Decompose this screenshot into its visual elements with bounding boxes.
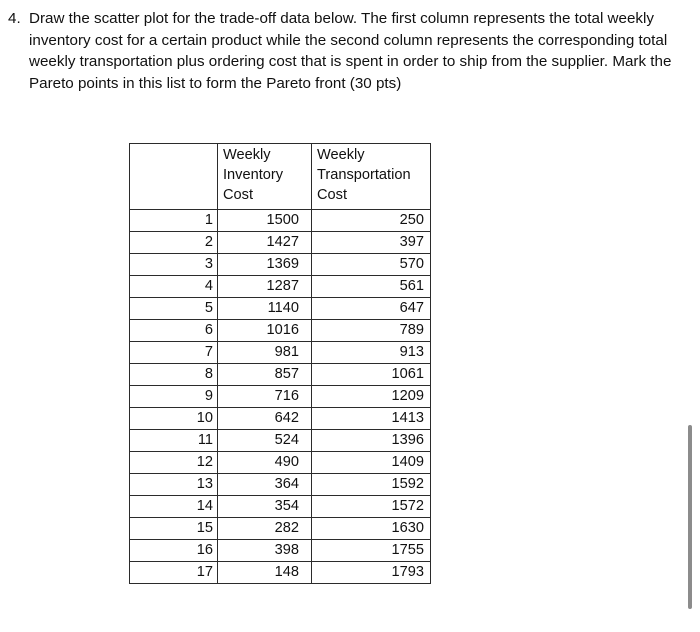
inventory-cost-cell: 857 <box>218 364 312 386</box>
question-text: Draw the scatter plot for the trade-off data below. The first column represents the total weekly inventory cost for a certain product while the second column represents the corresponding total weekly transportation plus ordering cost that is spent in order to ship from the supplier. Mark the Pareto points in this list to form the Pareto front (30 pts) <box>29 10 672 92</box>
inventory-cost-cell: 1500 <box>218 210 312 232</box>
row-index-cell: 9 <box>130 386 218 408</box>
row-index-cell: 8 <box>130 364 218 386</box>
transportation-cost-cell: 1755 <box>312 540 431 562</box>
table-row <box>130 386 431 408</box>
question-block <box>8 8 694 94</box>
transportation-cost-cell: 397 <box>312 232 431 254</box>
row-index-cell: 16 <box>130 540 218 562</box>
inventory-cost-cell: 1369 <box>218 254 312 276</box>
table-row <box>130 342 431 364</box>
row-index-cell: 17 <box>130 562 218 584</box>
inventory-cost-cell: 716 <box>218 386 312 408</box>
vertical-scrollbar[interactable] <box>688 425 692 609</box>
cost-data-table <box>129 143 431 584</box>
table-row <box>130 232 431 254</box>
table-row <box>130 430 431 452</box>
row-index-cell: 4 <box>130 276 218 298</box>
inventory-cost-cell: 364 <box>218 474 312 496</box>
inventory-cost-cell: 282 <box>218 518 312 540</box>
table-row <box>130 452 431 474</box>
transportation-cost-cell: 1396 <box>312 430 431 452</box>
transportation-cost-cell: 1592 <box>312 474 431 496</box>
inventory-cost-cell: 981 <box>218 342 312 364</box>
transportation-cost-cell: 1061 <box>312 364 431 386</box>
transportation-cost-cell: 1793 <box>312 562 431 584</box>
transportation-cost-cell: 1209 <box>312 386 431 408</box>
inventory-cost-cell: 490 <box>218 452 312 474</box>
table-row <box>130 210 431 232</box>
row-index-cell: 5 <box>130 298 218 320</box>
table-row <box>130 496 431 518</box>
transportation-cost-cell: 570 <box>312 254 431 276</box>
table-row <box>130 474 431 496</box>
transportation-cost-cell: 913 <box>312 342 431 364</box>
transportation-cost-cell: 789 <box>312 320 431 342</box>
transportation-cost-cell: 561 <box>312 276 431 298</box>
table-row <box>130 518 431 540</box>
row-index-cell: 6 <box>130 320 218 342</box>
transportation-cost-cell: 647 <box>312 298 431 320</box>
row-index-cell: 15 <box>130 518 218 540</box>
transportation-cost-cell: 1409 <box>312 452 431 474</box>
row-index-cell: 11 <box>130 430 218 452</box>
row-index-cell: 3 <box>130 254 218 276</box>
table-row <box>130 298 431 320</box>
row-index-cell: 12 <box>130 452 218 474</box>
inventory-cost-cell: 148 <box>218 562 312 584</box>
inventory-cost-cell: 524 <box>218 430 312 452</box>
table-row <box>130 562 431 584</box>
table-header-row <box>130 144 431 210</box>
header-inventory-cost: Weekly Inventory Cost <box>218 144 312 210</box>
header-transportation-cost: Weekly Transportation Cost <box>312 144 431 210</box>
table-row <box>130 408 431 430</box>
transportation-cost-cell: 1630 <box>312 518 431 540</box>
header-index <box>130 144 218 210</box>
inventory-cost-cell: 642 <box>218 408 312 430</box>
table-row <box>130 320 431 342</box>
table-row <box>130 276 431 298</box>
row-index-cell: 13 <box>130 474 218 496</box>
row-index-cell: 7 <box>130 342 218 364</box>
inventory-cost-cell: 1140 <box>218 298 312 320</box>
transportation-cost-cell: 1413 <box>312 408 431 430</box>
row-index-cell: 14 <box>130 496 218 518</box>
inventory-cost-cell: 1016 <box>218 320 312 342</box>
transportation-cost-cell: 1572 <box>312 496 431 518</box>
inventory-cost-cell: 1427 <box>218 232 312 254</box>
question-number: 4. <box>8 10 21 27</box>
inventory-cost-cell: 398 <box>218 540 312 562</box>
transportation-cost-cell: 250 <box>312 210 431 232</box>
row-index-cell: 2 <box>130 232 218 254</box>
table-row <box>130 364 431 386</box>
table-row <box>130 540 431 562</box>
row-index-cell: 10 <box>130 408 218 430</box>
inventory-cost-cell: 354 <box>218 496 312 518</box>
row-index-cell: 1 <box>130 210 218 232</box>
inventory-cost-cell: 1287 <box>218 276 312 298</box>
table-row <box>130 254 431 276</box>
